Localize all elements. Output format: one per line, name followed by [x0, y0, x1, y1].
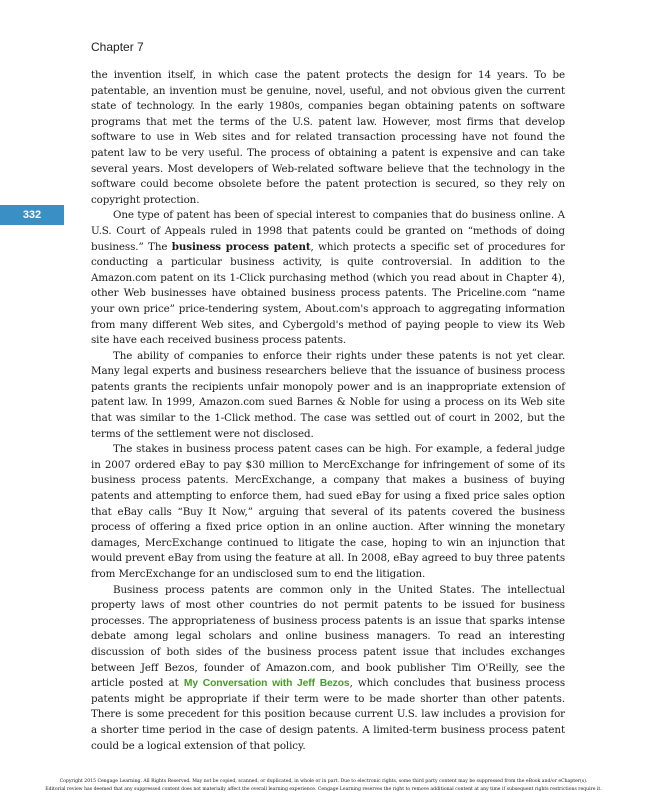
paragraph-5 — [91, 583, 565, 755]
body-text — [91, 68, 565, 754]
paragraph-3: The ability of companies to enforce their rights under these patents is not yet clear. Many legal experts and business researchers believe that the issuance of business process patents grants the recipients unfair monopoly power and is an inappropriate extension of patent law. In 1999, Amazon.com sued Barnes & Noble for using a process on its Web site that was similar to the 1-Click method. The case was settled out of court in 2002, but the terms of the settlement were not disclosed. — [91, 349, 565, 440]
page-number-tab: 332 — [0, 205, 64, 225]
copyright-notice: Copyright 2015 Cengage Learning. All Rights Reserved. May not be copied, scanned, or duplicated, in whole or in part. Due to electronic rights, some third party content may be suppressed from the eBook and/or eChapter(s). — [59, 779, 588, 784]
editorial-notice: Editorial review has deemed that any suppressed content does not materially affect the overall learning experience. Cengage Learning reserves the right to remove additional content at any time if subsequent rights restrictions require it. — [45, 787, 602, 792]
paragraph-5-text-b: , which concludes that business process patents might be appropriate if their term were to be made shorter than other patents. There is some precedent for this position because current U.S. law includes a provision for a shorter time period in the case of design patents. A limited-term business process patent could be a logical extension of that policy. — [91, 677, 565, 752]
paragraph-4: The stakes in business process patent cases can be high. For example, a federal judge in 2007 ordered eBay to pay $30 million to MercExchange for infringement of some of its business process patents. MercExchange, a company that makes a business of buying patents and attempting to enforce them, had sued eBay for using a fixed price sales option that eBay calls “Buy It Now,” arguing that several of its patents covered the business process of offering a fixed price option in an online auction. After winning the monetary damages, MercExchange continued to litigate the case, hoping to win an injunction that would prevent eBay from using the feature at all. In 2008, eBay agreed to buy three patents from MercExchange for an undisclosed sum to end the litigation. — [91, 443, 565, 580]
paragraph-2 — [91, 208, 565, 348]
paragraph-2-text-a: One type of patent has been of special interest to companies that do business online. A U.S. Court of Appeals ruled in 1998 that patents could be granted on “methods of doing business.” The — [91, 209, 565, 253]
article-link[interactable]: My Conversation with Jeff Bezos — [183, 678, 350, 690]
key-term: business process patent — [171, 240, 311, 253]
chapter-heading: Chapter 7 — [91, 40, 144, 54]
paragraph-5-text-a: Business process patents are common only in the United States. The intellectual property laws of most other countries do not permit patents to be issued for business processes. The appropriateness of business process patents is an issue that sparks intense debate among legal scholars and online business managers. To read an interesting discussion of both sides of the business process patent issue that includes exchanges between Jeff Bezos, founder of Amazon.com, and book publisher Tim O'Reilly, see the article posted at — [91, 583, 565, 690]
paragraph-1: the invention itself, in which case the patent protects the design for 14 years. To be patentable, an invention must be genuine, novel, useful, and not obvious given the current state of technology. In the early 1980s, companies began obtaining patents on software programs that met the terms of the U.S. patent law. However, most firms that develop software to use in Web sites and for related transaction processing have not found the patent law to be very useful. The process of obtaining a patent is expensive and can take several years. Most developers of Web-related software believe that the technology in the software could become obsolete before the patent protection is secured, so they rely on copyright protection. — [91, 69, 565, 206]
paragraph-2-text-b: , which protects a specific set of procedures for conducting a particular business activity, is quite controversial. In addition to the Amazon.com patent on its 1-Click purchasing method (which you read about in Chapter 4), other Web businesses have obtained business process patents. The Priceline.com “name your own price” price-tendering system, About.com's approach to aggregating information from many different Web sites, and Cybergold's method of paying people to view its Web site have each received business process patents. — [91, 240, 565, 347]
